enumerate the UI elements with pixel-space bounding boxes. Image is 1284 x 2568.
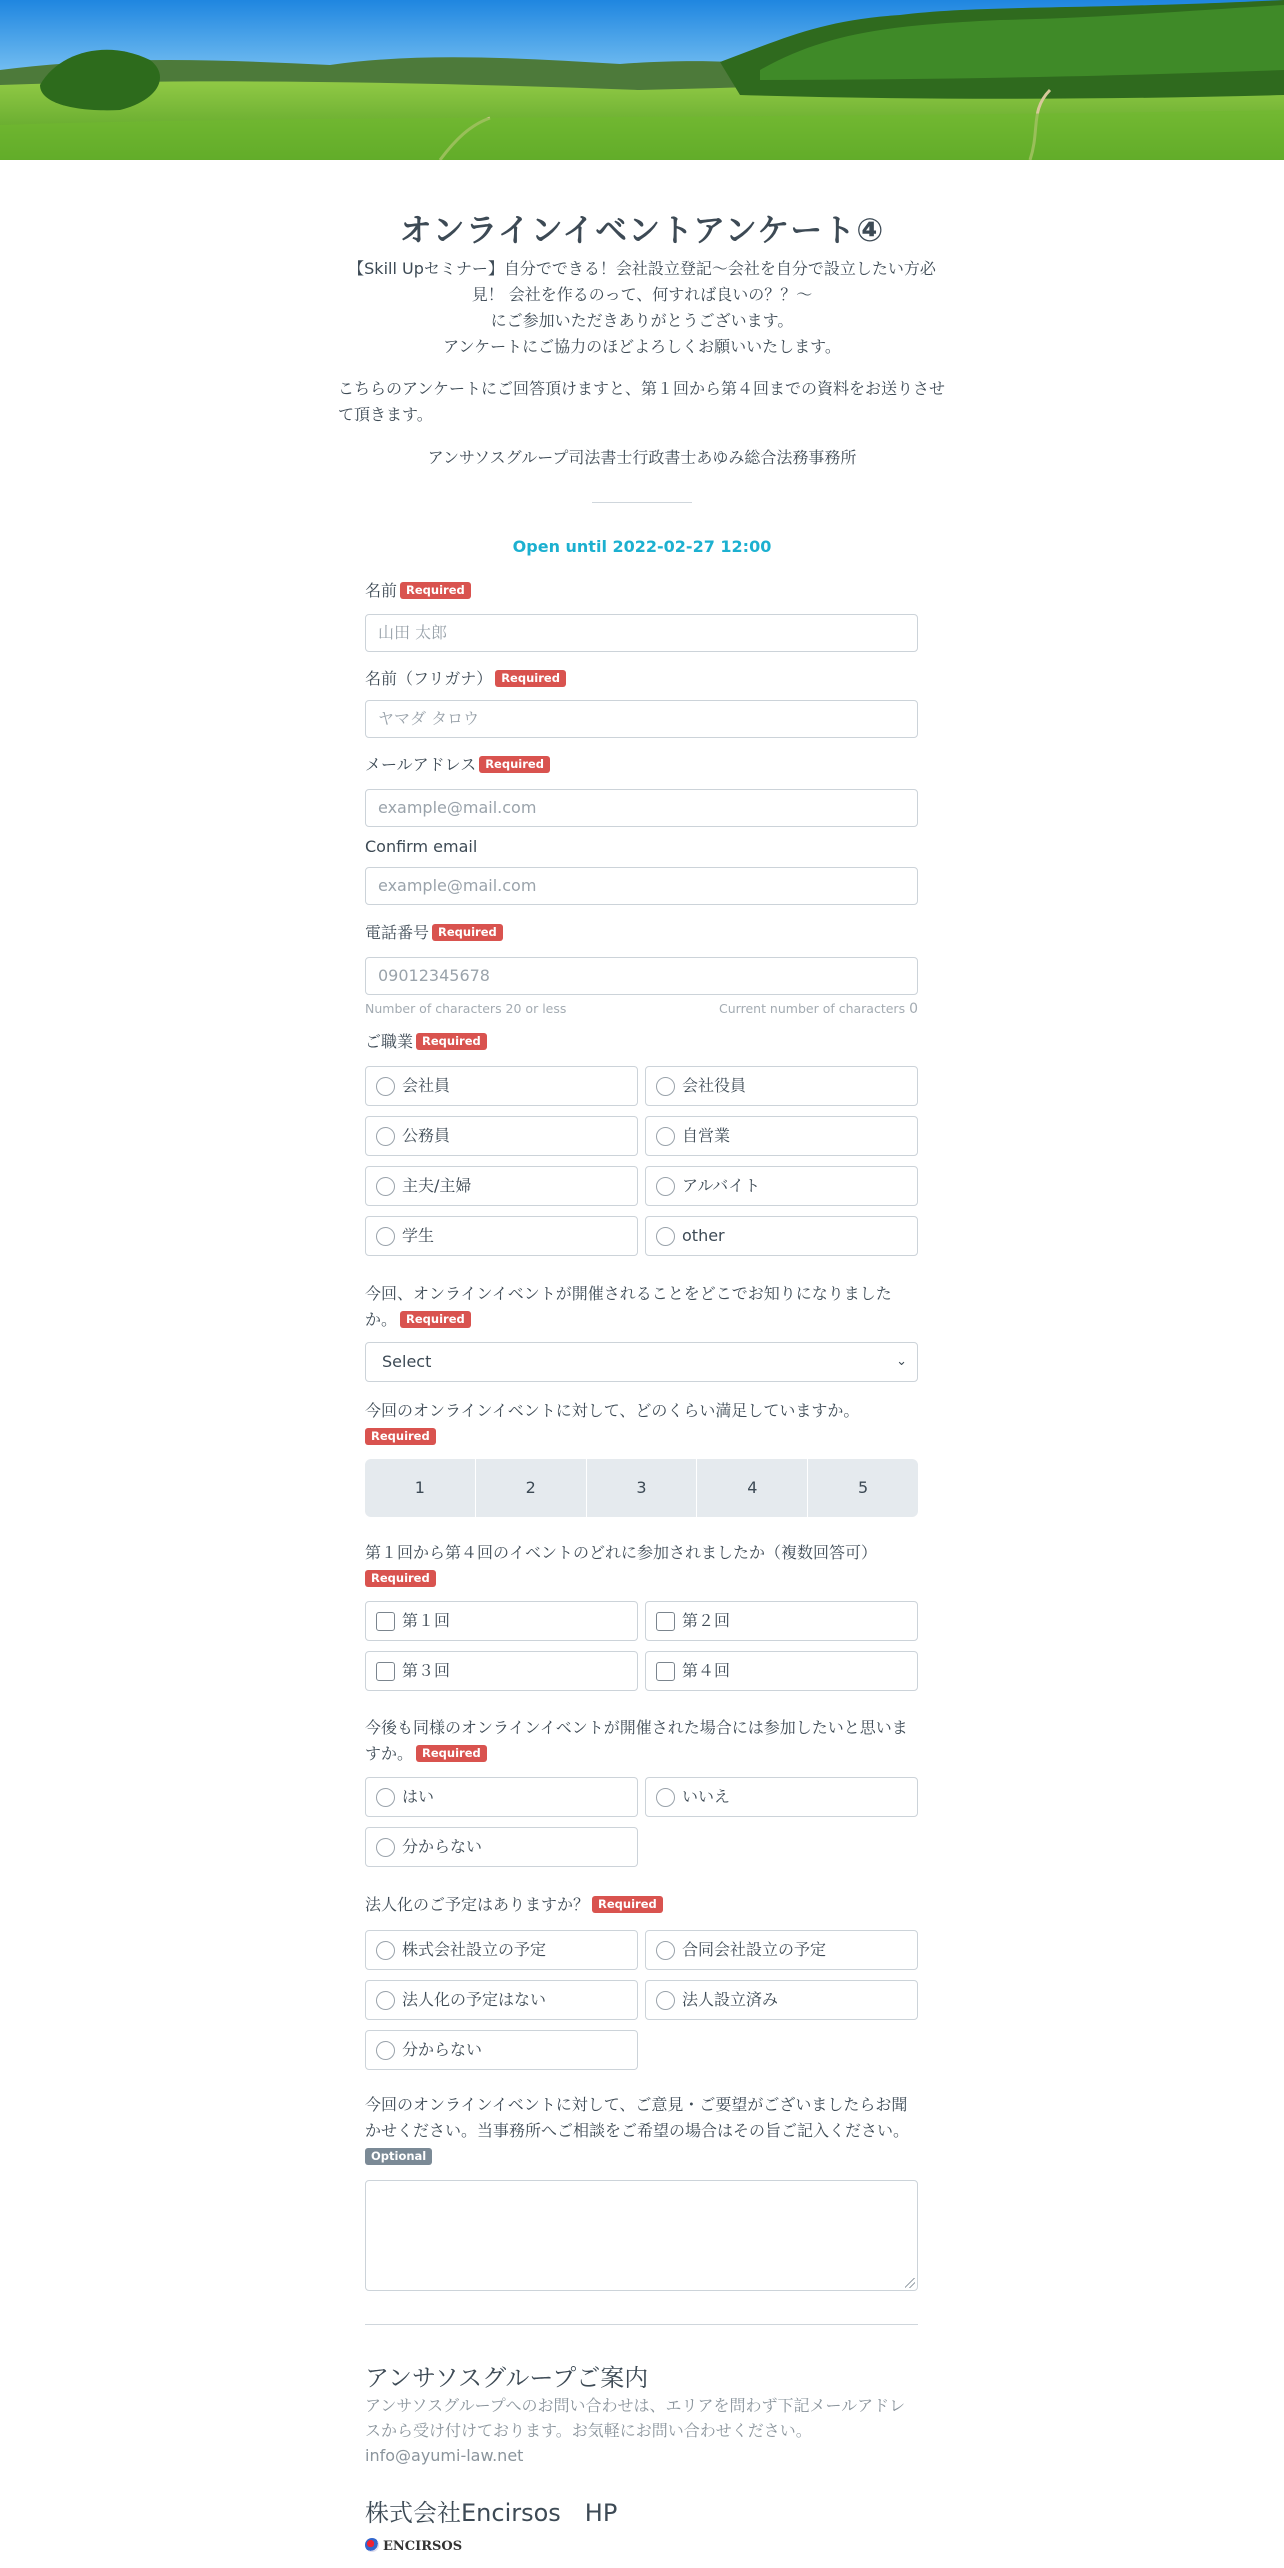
source-label: 今回、オンラインイベントが開催されることをどこでお知りになりましたか。 Required <box>365 1284 892 1329</box>
occupation-option-part-time[interactable]: アルバイト <box>645 1166 918 1206</box>
satisfaction-label: 今回のオンラインイベントに対して、どのくらい満足していますか。 Required <box>365 1401 860 1443</box>
incorporation-option-done[interactable]: 法人設立済み <box>645 1980 918 2020</box>
contact-email: info@ayumi-law.net <box>365 2446 524 2465</box>
radio-button[interactable] <box>656 1788 675 1807</box>
email-input[interactable]: example@mail.com <box>365 789 918 827</box>
company-heading: 株式会社Encirsos HP <box>365 2499 618 2527</box>
future-option-unsure[interactable]: 分からない <box>365 1827 638 1867</box>
radio-button[interactable] <box>376 1788 395 1807</box>
survey-description <box>340 256 944 360</box>
optional-badge: Optional <box>365 2148 432 2165</box>
radio-button[interactable] <box>376 1077 395 1096</box>
page-title: オンラインイベントアンケート④ <box>399 211 885 249</box>
future-option-yes[interactable]: はい <box>365 1777 638 1817</box>
description-line: アンケートにご協力のほどよろしくお願いいたします。 <box>443 337 841 356</box>
checkbox[interactable] <box>376 1662 395 1681</box>
radio-button[interactable] <box>656 1991 675 2010</box>
occupation-option-other[interactable]: other <box>645 1216 918 1256</box>
attended-option-3[interactable]: 第３回 <box>365 1651 638 1691</box>
future-label: 今後も同様のオンラインイベントが開催された場合には参加したいと思いますか。 Required <box>365 1718 908 1763</box>
radio-button[interactable] <box>376 2041 395 2060</box>
occupation-option-employee[interactable]: 会社員 <box>365 1066 638 1106</box>
required-badge: Required <box>400 1311 471 1328</box>
radio-button[interactable] <box>376 1991 395 2010</box>
scale-option-4[interactable]: 4 <box>697 1459 808 1517</box>
scale-option-2[interactable]: 2 <box>476 1459 587 1517</box>
comments-label: 今回のオンラインイベントに対して、ご意見・ご要望がございましたらお聞かせください。当事務所へご相談をご希望の場合はその旨ご記入ください。 Optional <box>365 2095 910 2163</box>
required-badge: Required <box>432 924 503 941</box>
radio-button[interactable] <box>656 1941 675 1960</box>
occupation-option-executive[interactable]: 会社役員 <box>645 1066 918 1106</box>
required-badge: Required <box>365 1428 436 1445</box>
required-badge: Required <box>416 1033 487 1050</box>
source-select[interactable]: Select ⌄ <box>365 1342 918 1382</box>
radio-button[interactable] <box>376 1177 395 1196</box>
checkbox[interactable] <box>376 1612 395 1631</box>
radio-button[interactable] <box>656 1227 675 1246</box>
scale-option-3[interactable]: 3 <box>587 1459 698 1517</box>
scale-option-5[interactable]: 5 <box>857 1478 869 1497</box>
required-badge: Required <box>495 670 566 687</box>
encirsos-logo[interactable]: ENCIRSOS <box>365 2538 462 2554</box>
radio-button[interactable] <box>376 1838 395 1857</box>
radio-button[interactable] <box>656 1127 675 1146</box>
chevron-down-icon: ⌄ <box>896 1354 907 1369</box>
attended-label: 第１回から第４回のイベントのどれに参加されましたか（複数回答可） Required <box>365 1543 878 1585</box>
occupation-option-self-employed[interactable]: 自営業 <box>645 1116 918 1156</box>
confirm-email-input[interactable]: example@mail.com <box>365 867 918 905</box>
occupation-option-homemaker[interactable]: 主夫/主婦 <box>365 1166 638 1206</box>
required-badge: Required <box>592 1896 663 1913</box>
group-info-heading: アンサソスグループご案内 <box>365 2364 649 2392</box>
phone-input[interactable]: 09012345678 <box>365 957 918 995</box>
attended-option-2[interactable]: 第２回 <box>645 1601 918 1641</box>
phone-label: 電話番号 Required <box>365 920 920 946</box>
incorporation-option-none[interactable]: 法人化の予定はない <box>365 1980 638 2020</box>
radio-button[interactable] <box>376 1127 395 1146</box>
confirm-email-label: Confirm email <box>365 837 478 856</box>
phone-char-counter: Current number of characters 0 <box>719 1001 918 1017</box>
resize-handle-icon[interactable] <box>905 2278 915 2288</box>
future-option-no[interactable]: いいえ <box>645 1777 918 1817</box>
open-until-text: Open until 2022-02-27 12:00 <box>512 537 772 556</box>
radio-button[interactable] <box>656 1177 675 1196</box>
description-line: にご参加いただきありがとうございます。 <box>490 311 794 330</box>
attended-option-4[interactable]: 第４回 <box>645 1651 918 1691</box>
organization-name: アンサソスグループ司法書士行政書士あゆみ総合法務事務所 <box>427 448 857 467</box>
required-badge: Required <box>416 1745 487 1762</box>
checkbox[interactable] <box>656 1612 675 1631</box>
group-info-text: アンサソスグループへのお問い合わせは、エリアを問わず下記メールアドレスから受け付けております。お気軽にお問い合わせください。 info@ayumi-law.net <box>365 2393 920 2468</box>
phone-length-hint: Number of characters 20 or less <box>365 1001 567 1016</box>
required-badge: Required <box>479 756 550 773</box>
name-label: 名前 Required <box>365 578 920 604</box>
scale-option-1[interactable]: 1 <box>365 1459 476 1517</box>
attended-option-1[interactable]: 第１回 <box>365 1601 638 1641</box>
radio-button[interactable] <box>376 1227 395 1246</box>
satisfaction-scale <box>365 1459 918 1517</box>
kana-label: 名前（フリガナ） Required <box>365 666 920 692</box>
email-label: メールアドレス Required <box>365 752 920 778</box>
occupation-label: ご職業 Required <box>365 1029 920 1055</box>
checkbox[interactable] <box>656 1662 675 1681</box>
incorporation-option-unsure[interactable]: 分からない <box>365 2030 638 2070</box>
description-line: 【Skill Upセミナー】自分でできる！会社設立登記～会社を自分で設立したい方必 <box>348 259 936 278</box>
required-badge: Required <box>365 1570 436 1587</box>
materials-note: こちらのアンケートにご回答頂けますと、第１回から第４回までの資料をお送りさせて頂きます。 <box>338 379 946 424</box>
incorporation-option-kk[interactable]: 株式会社設立の予定 <box>365 1930 638 1970</box>
required-badge: Required <box>400 582 471 599</box>
incorporation-label: 法人化のご予定はありますか？ Required <box>365 1892 920 1918</box>
incorporation-option-gk[interactable]: 合同会社設立の予定 <box>645 1930 918 1970</box>
header-divider <box>592 502 692 503</box>
description-line: 見！ 会社を作るのって、何すれば良いの？？～ <box>471 285 813 304</box>
radio-button[interactable] <box>656 1077 675 1096</box>
name-input[interactable]: 山田 太郎 <box>365 614 918 652</box>
landscape-illustration <box>0 0 1284 160</box>
radio-button[interactable] <box>376 1941 395 1960</box>
occupation-option-student[interactable]: 学生 <box>365 1216 638 1256</box>
comments-textarea[interactable] <box>365 2180 918 2291</box>
header-banner-image <box>0 0 1284 160</box>
encirsos-logo-icon <box>365 2538 379 2552</box>
kana-input[interactable]: ヤマダ タロウ <box>365 700 918 738</box>
occupation-option-civil-servant[interactable]: 公務員 <box>365 1116 638 1156</box>
section-divider <box>365 2324 918 2325</box>
